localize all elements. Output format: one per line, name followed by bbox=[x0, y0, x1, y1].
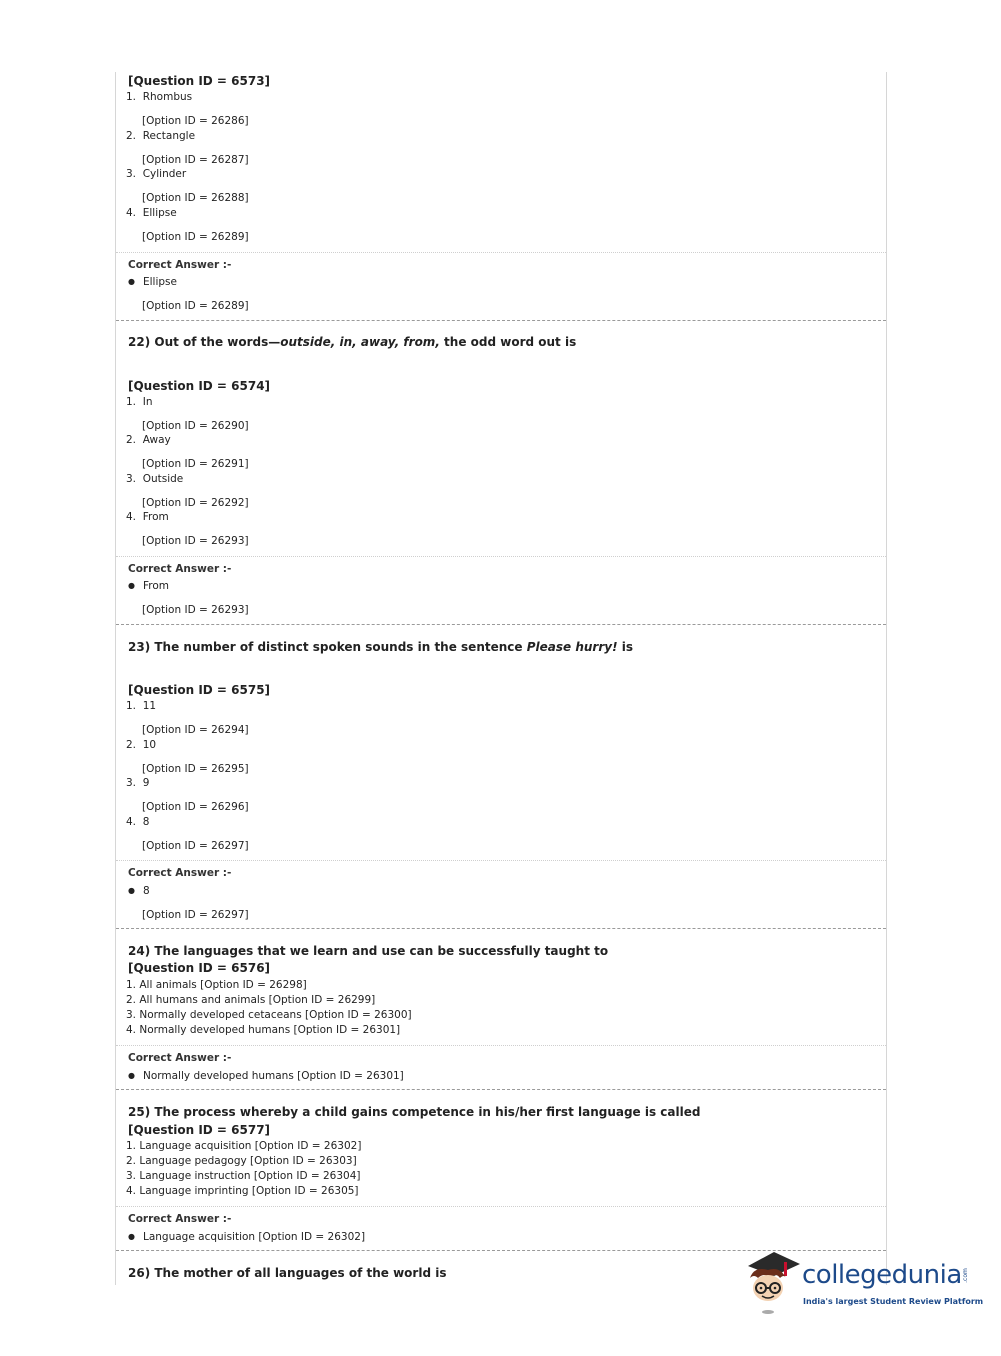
question-id-6575: [Question ID = 6575] bbox=[128, 683, 271, 697]
correct-answer-label: Correct Answer :- bbox=[128, 1213, 232, 1225]
option-1: 1. Language acquisition [Option ID = 26302] bbox=[126, 1140, 362, 1152]
option-id: [Option ID = 26292] bbox=[142, 497, 249, 509]
correct-answer: ● From bbox=[128, 580, 169, 592]
option-4: 4. Ellipse bbox=[126, 207, 177, 219]
question-id-6577: [Question ID = 6577] bbox=[128, 1123, 271, 1137]
option-2: 2. Language pedagogy [Option ID = 26303] bbox=[126, 1155, 357, 1167]
option-1: 1. All animals [Option ID = 26298] bbox=[126, 979, 307, 991]
question-id-6573: [Question ID = 6573] bbox=[128, 74, 271, 88]
option-id: [Option ID = 26291] bbox=[142, 458, 249, 470]
logo-suffix: .com bbox=[961, 1268, 969, 1283]
option-2: 2. Rectangle bbox=[126, 130, 196, 142]
collegedunia-logo bbox=[740, 1248, 984, 1318]
option-id: [Option ID = 26297] bbox=[142, 840, 249, 852]
option-3: 3. Normally developed cetaceans [Option ID = 26300] bbox=[126, 1009, 412, 1021]
correct-answer-id: [Option ID = 26293] bbox=[142, 604, 249, 616]
option-4: 4. Language imprinting [Option ID = 26305] bbox=[126, 1185, 359, 1197]
divider bbox=[116, 556, 886, 557]
mascot-icon bbox=[740, 1248, 802, 1318]
question-separator bbox=[116, 320, 886, 321]
option-2: 2. Away bbox=[126, 434, 171, 446]
option-4: 4. From bbox=[126, 511, 169, 523]
correct-answer: ● Ellipse bbox=[128, 276, 177, 288]
option-id: [Option ID = 26287] bbox=[142, 154, 249, 166]
question-23-title: 23) The number of distinct spoken sounds in the sentence Please hurry! is bbox=[128, 640, 633, 654]
question-22-title: 22) Out of the words—outside, in, away, from, the odd word out is bbox=[128, 335, 577, 349]
question-24-title: 24) The languages that we learn and use can be successfully taught to bbox=[128, 944, 609, 958]
option-1: 1. Rhombus bbox=[126, 91, 193, 103]
option-id: [Option ID = 26294] bbox=[142, 724, 249, 736]
correct-answer: ● Language acquisition [Option ID = 26302] bbox=[128, 1231, 365, 1243]
question-separator bbox=[116, 624, 886, 625]
option-id: [Option ID = 26290] bbox=[142, 420, 249, 432]
divider bbox=[116, 860, 886, 861]
option-2: 2. All humans and animals [Option ID = 26299] bbox=[126, 994, 376, 1006]
divider bbox=[116, 252, 886, 253]
correct-answer: ● 8 bbox=[128, 885, 150, 897]
option-2: 2. 10 bbox=[126, 739, 157, 751]
logo-tagline: India's largest Student Review Platform bbox=[803, 1297, 984, 1306]
question-separator bbox=[116, 1089, 886, 1090]
option-1: 1. In bbox=[126, 396, 153, 408]
option-4: 4. 8 bbox=[126, 816, 150, 828]
option-3: 3. 9 bbox=[126, 777, 150, 789]
correct-answer-label: Correct Answer :- bbox=[128, 867, 232, 879]
correct-answer-id: [Option ID = 26297] bbox=[142, 909, 249, 921]
logo-wordmark: collegedunia bbox=[802, 1260, 962, 1290]
divider bbox=[116, 1206, 886, 1207]
question-26-title: 26) The mother of all languages of the world is bbox=[128, 1266, 447, 1280]
option-3: 3. Language instruction [Option ID = 26304] bbox=[126, 1170, 361, 1182]
option-id: [Option ID = 26286] bbox=[142, 115, 249, 127]
correct-answer-label: Correct Answer :- bbox=[128, 563, 232, 575]
option-3: 3. Cylinder bbox=[126, 168, 187, 180]
option-4: 4. Normally developed humans [Option ID = 26301] bbox=[126, 1024, 401, 1036]
option-id: [Option ID = 26295] bbox=[142, 763, 249, 775]
correct-answer-label: Correct Answer :- bbox=[128, 1052, 232, 1064]
option-id: [Option ID = 26288] bbox=[142, 192, 249, 204]
question-separator bbox=[116, 928, 886, 929]
option-id: [Option ID = 26296] bbox=[142, 801, 249, 813]
question-id-6576: [Question ID = 6576] bbox=[128, 961, 271, 975]
option-id: [Option ID = 26289] bbox=[142, 231, 249, 243]
correct-answer-label: Correct Answer :- bbox=[128, 259, 232, 271]
divider bbox=[116, 1045, 886, 1046]
option-3: 3. Outside bbox=[126, 473, 184, 485]
option-1: 1. 11 bbox=[126, 700, 157, 712]
correct-answer-id: [Option ID = 26289] bbox=[142, 300, 249, 312]
question-25-title: 25) The process whereby a child gains competence in his/her first language is called bbox=[128, 1105, 701, 1119]
question-id-6574: [Question ID = 6574] bbox=[128, 379, 271, 393]
question-paper-sheet bbox=[115, 72, 887, 1285]
correct-answer: ● Normally developed humans [Option ID = 26301] bbox=[128, 1070, 404, 1082]
option-id: [Option ID = 26293] bbox=[142, 535, 249, 547]
